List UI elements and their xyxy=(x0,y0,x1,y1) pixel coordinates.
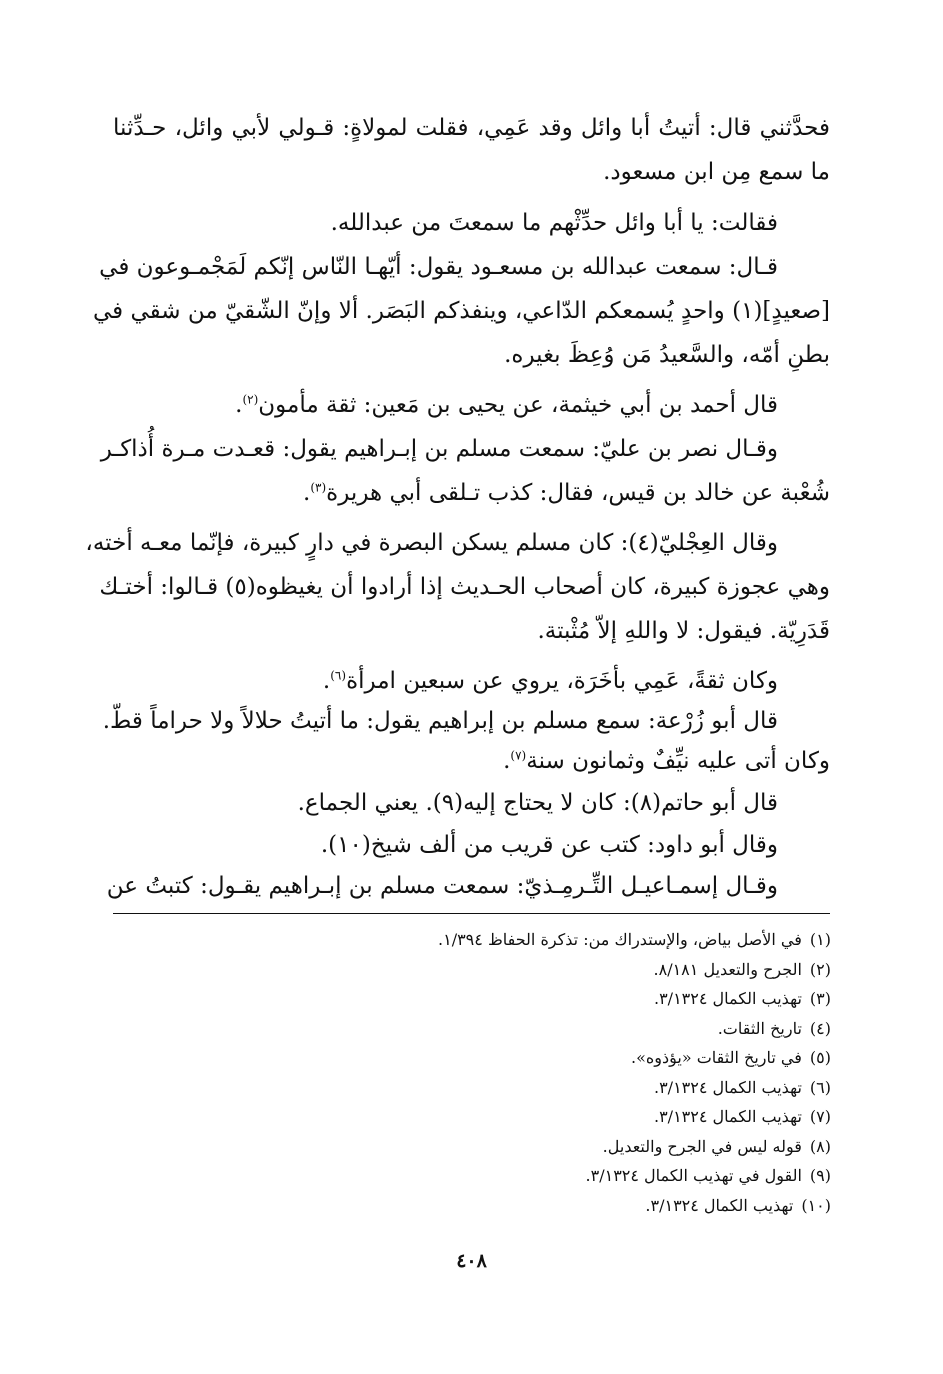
footnotes xyxy=(311,925,831,1220)
page-number: ٤٠٨ xyxy=(456,1250,487,1272)
footnote-rule xyxy=(113,913,830,914)
body-line: وقال أبو داود: كتب عن قريب من ألف شيخ(١٠). xyxy=(320,832,778,858)
body-line: [صعيدٍ](١) واحدٍ يُسمعكم الدّاعي، وينفذكم البَصَر. ألا وإنّ الشّقيّ من شقي في xyxy=(93,298,830,324)
body-line: قال أبو حاتم(٨): كان لا يحتاج إليه(٩). يعني الجماع. xyxy=(297,790,778,816)
body-line: قـال: سمعت عبدالله بن مسعـود يقول: أيّهـا النّاس إنّكم لَمَجْمـوعون في xyxy=(99,254,778,280)
body-line: بطنِ أمّه، والسَّعيدُ مَن وُعِظَ بغيره. xyxy=(504,342,830,368)
footnote: (٥)في تاريخ الثقات «يؤذوه». xyxy=(631,1048,831,1067)
body-line: ما سمع مِن ابن مسعود. xyxy=(603,159,830,185)
body-line: فحدَّثني قال: أتيتُ أبا وائل وقد عَمِي، فقلت لمولاةٍ: قـولي لأبي وائل، حـدِّثنا xyxy=(113,115,830,141)
body-line: شُعْبة عن خالد بن قيس، فقال: كذب تـلقى أبي هريرة$^{(٣)}$. xyxy=(303,480,830,506)
body-line: وهي عجوزة كبيرة، كان أصحاب الحـديث إذا أرادوا أن يغيظوه(٥) قـالوا: أختـك xyxy=(99,574,830,600)
footnote: (١٠)تهذيب الكمال ٣/١٣٢٤. xyxy=(645,1195,831,1215)
body-line: فقالت: يا أبا وائل حدِّثْهم ما سمعتَ من عبدالله. xyxy=(330,210,778,236)
footnote: (٤)تاريخ الثقات. xyxy=(717,1018,831,1038)
body-line: قَدَرِيّة. فيقول: لا واللهِ إلاّ مُثْبتة. xyxy=(537,618,830,644)
footnote: (٨)قوله ليس في الجرح والتعديل. xyxy=(602,1136,831,1156)
body-line: وكان أتى عليه نيِّفٌ وثمانون سنة$^{(٧)}$. xyxy=(503,748,830,774)
body-line: قال أبو زُرْعة: سمع مسلم بن إبراهيم يقول: ما أتيتُ حلالاً ولا حراماً قطّ. xyxy=(102,708,778,734)
body-line: وقال العِجْليّ(٤): كان مسلم يسكن البصرة في دارٍ كبيرة، فإنّما معـه أخته، xyxy=(85,530,778,556)
footnote: (٣)تهذيب الكمال ٣/١٣٢٤. xyxy=(653,989,831,1008)
footnote: (٦)تهذيب الكمال ٣/١٣٢٤. xyxy=(653,1077,831,1097)
body-line: وكان ثقةً، عَمِي بأخَرَة، يروي عن سبعين امرأة$^{(٦)}$. xyxy=(322,668,778,694)
footnote: (٩)القول في تهذيب الكمال ٣/١٣٢٤. xyxy=(585,1166,831,1185)
footnote: (٧)تهذيب الكمال ٣/١٣٢٤. xyxy=(653,1107,831,1126)
footnote: (١)في الأصل بياض، والإستدراك من: تذكرة الحفاظ ١/٣٩٤. xyxy=(438,930,831,949)
body-line: قال أحمد بن أبي خيثمة، عن يحيى بن مَعين: ثقة مأمون$^{(٢)}$. xyxy=(235,392,778,418)
footnote: (٢)الجرح والتعديل ٨/١٨١. xyxy=(653,959,831,979)
body-line: وقـال إسمـاعيـل التِّـرمِـذيّ: سمعت مسلم بن إبـراهيم يقـول: كتبتُ عن xyxy=(106,873,778,899)
body-line: وقـال نصر بن عليّ: سمعت مسلم بن إبـراهيم يقول: قعـدت مـرة أُذاكـر xyxy=(100,436,778,462)
